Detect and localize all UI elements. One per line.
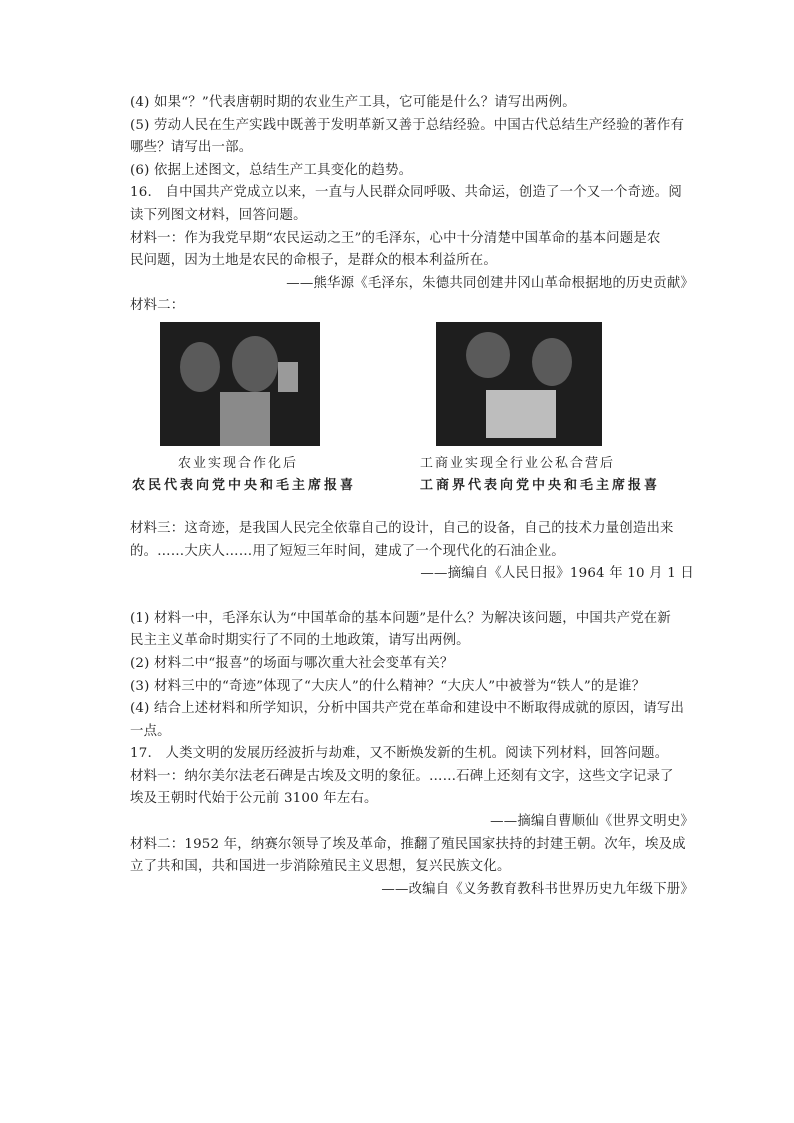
text-line: (2) 材料二中“报喜”的场面与哪次重大社会变革有关？ [130, 655, 454, 671]
text-line: 材料一：作为我党早期“农民运动之王”的毛泽东，心中十分清楚中国革命的基本问题是农 [130, 230, 661, 246]
photo-farmers-report [160, 322, 320, 446]
material-label: 材料二： [130, 298, 185, 314]
text-line: (6) 依据上述图文，总结生产工具变化的趋势。 [130, 162, 413, 178]
text-line: 16. 自中国共产党成立以来，一直与人民群众同呼吸、共命运，创造了一个又一个奇迹。阅 [130, 185, 682, 201]
question-16-subquestions [130, 608, 694, 902]
text-line: (5) 劳动人民在生产实践中既善于发明革新又善于总结经验。中国古代总结生产经验的著作有 [130, 117, 685, 133]
source-citation: ——改编自《义务教育教科书世界历史九年级下册》 [381, 881, 694, 897]
text-line: 民问题，因为土地是农民的命根子，是群众的根本利益所在。 [130, 253, 497, 269]
text-line: (1) 材料一中，毛泽东认为“中国革命的基本问题”是什么？为解决该问题，中国共产党在新 [130, 610, 671, 626]
photo-caption: 农业实现合作化后 [178, 455, 299, 471]
source-citation: ——摘编自《人民日报》1964 年 10 月 1 日 [420, 566, 694, 582]
photo-caption: 工商界代表向党中央和毛主席报喜 [420, 477, 661, 493]
text-line: (4) 结合上述材料和所学知识，分析中国共产党在革命和建设中不断取得成就的原因，请写出 [130, 701, 685, 717]
photo-business-report [436, 322, 602, 446]
exam-page [130, 92, 694, 901]
material-2-photos [130, 318, 694, 518]
text-line: 读下列图文材料，回答问题。 [130, 207, 307, 223]
text-line: 材料一：纳尔美尔法老石碑是古埃及文明的象征。……石碑上还刻有文字，这些文字记录了 [130, 768, 674, 784]
text-line: 材料二：1952 年，纳赛尔领导了埃及革命，推翻了殖民国家扶持的封建王朝。次年，埃及成 [130, 836, 686, 852]
text-line: 17. 人类文明的发展历经波折与劫难，又不断焕发新的生机。阅读下列材料，回答问题。 [130, 746, 669, 762]
photo-caption: 农民代表向党中央和毛主席报喜 [132, 477, 357, 493]
text-line: 民主主义革命时期实行了不同的土地政策，请写出两例。 [130, 633, 470, 649]
text-line: 哪些？请写出一部。 [130, 140, 253, 156]
photo-caption: 工商业实现全行业公私合营后 [420, 455, 616, 471]
text-line: (4) 如果“？”代表唐朝时期的农业生产工具，它可能是什么？请写出两例。 [130, 95, 576, 110]
question-15-tail [130, 92, 694, 318]
text-line: 埃及王朝时代始于公元前 3100 年左右。 [130, 791, 378, 807]
text-line: 立了共和国，共和国进一步消除殖民主义思想，复兴民族文化。 [130, 859, 511, 875]
source-citation: ——摘编自曹顺仙《世界文明史》 [490, 814, 694, 830]
text-line: 材料三：这奇迹，是我国人民完全依靠自己的设计，自己的设备，自己的技术力量创造出来 [130, 520, 674, 536]
source-citation: ——熊华源《毛泽东，朱德共同创建井冈山革命根据地的历史贡献》 [286, 275, 694, 291]
text-line: (3) 材料三中的“奇迹”体现了“大庆人”的什么精神？“大庆人”中被誉为“铁人”的是谁？ [130, 678, 646, 694]
text-line: 一点。 [130, 723, 171, 739]
question-16-material-3 [130, 518, 694, 586]
text-line: 的。……大庆人……用了短短三年时间，建成了一个现代化的石油企业。 [130, 543, 565, 559]
